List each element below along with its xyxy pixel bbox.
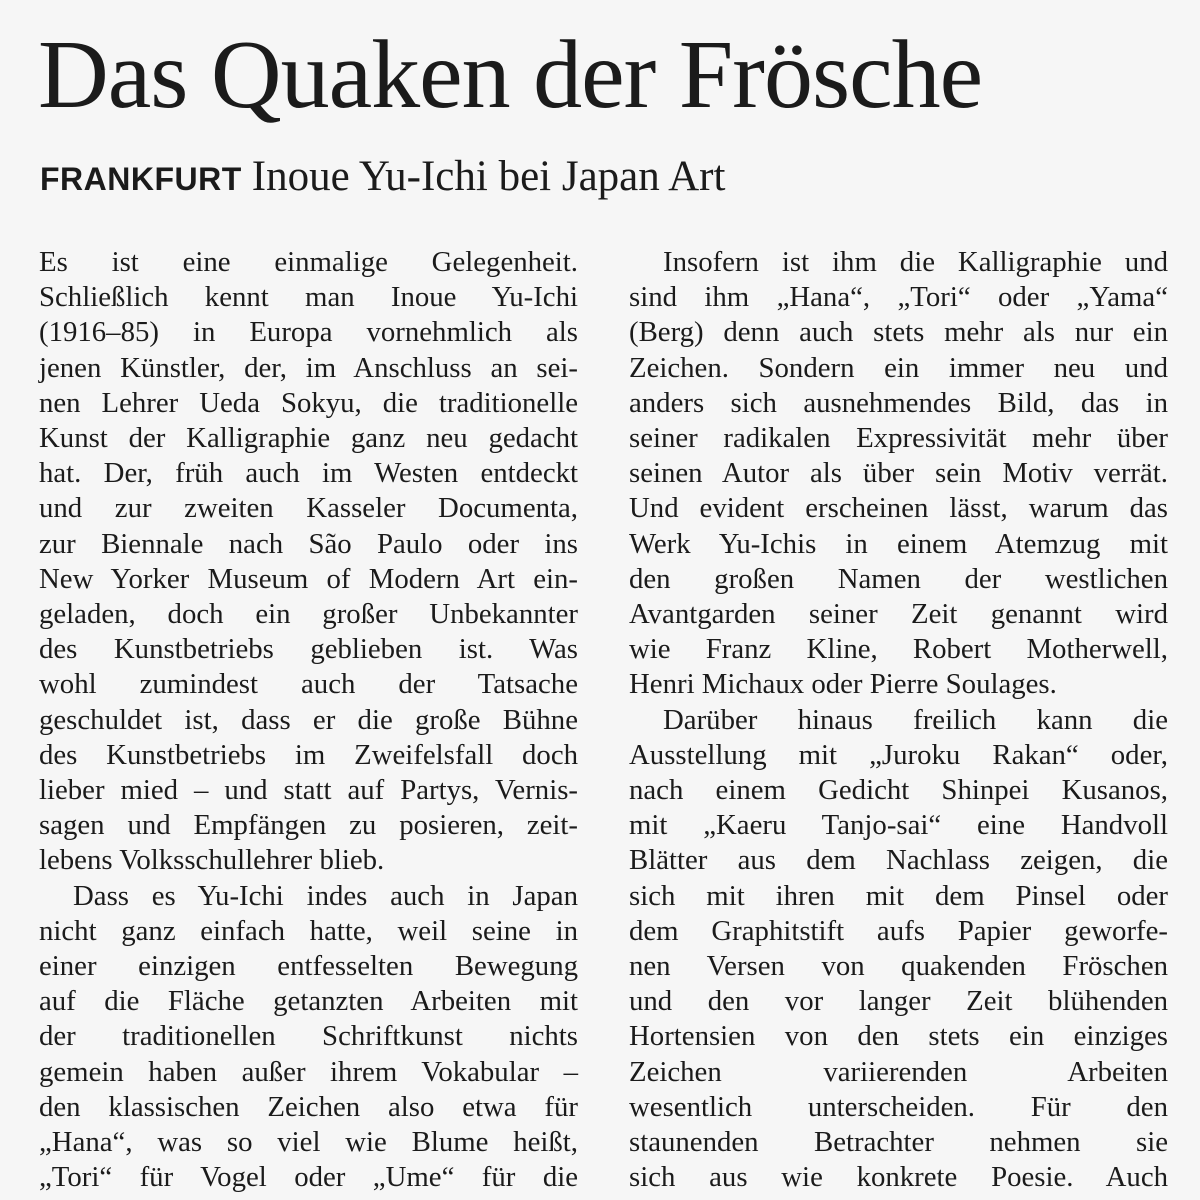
text-line: nen Versen von quakenden Fröschen [629, 950, 1168, 983]
text-line: Dass es Yu-Ichi indes auch in Japan [73, 879, 578, 912]
text-line: sind ihm „Hana“, „Tori“ oder „Yama“ [629, 281, 1168, 314]
text-line: staunenden Betrachter nehmen sie [629, 1126, 1168, 1159]
text-line: jenen Künstler, der, im Anschluss an sei- [39, 351, 578, 384]
text-line: anders sich ausnehmendes Bild, das in [629, 386, 1168, 419]
text-line: (Berg) denn auch stets mehr als nur ein [629, 316, 1168, 349]
subheadline: Inoue Yu-Ichi bei Japan Art [251, 153, 726, 200]
text-line: Darüber hinaus freilich kann die [663, 703, 1168, 736]
text-line: einer einzigen entfesselten Bewegung [39, 950, 578, 983]
text-line: „Tori“ für Vogel oder „Ume“ für die [39, 1161, 578, 1194]
text-line: Es ist eine einmalige Gelegenheit. [39, 246, 578, 278]
dateline: FRANKFURT [40, 161, 242, 197]
text-line: Ausstellung mit „Juroku Rakan“ oder, [629, 738, 1168, 771]
text-line: geladen, doch ein großer Unbekannter [39, 598, 578, 631]
text-line: „Hana“, was so viel wie Blume heißt, [39, 1126, 578, 1159]
text-line: sich mit ihren mit dem Pinsel oder [629, 879, 1168, 912]
text-line: nen Lehrer Ueda Sokyu, die traditionelle [39, 386, 578, 419]
text-line: Hortensien von den stets ein einziges [629, 1020, 1168, 1053]
text-line: der traditionellen Schriftkunst nichts [39, 1020, 578, 1053]
text-line: und zur zweiten Kasseler Documenta, [39, 492, 578, 525]
text-line: Schließlich kennt man Inoue Yu-Ichi [39, 281, 578, 314]
text-line: Blätter aus dem Nachlass zeigen, die [629, 844, 1168, 877]
text-line: seiner radikalen Expressivität mehr über [629, 422, 1168, 455]
text-line: gemein haben außer ihrem Vokabular – [39, 1055, 578, 1088]
text-line: wohl zumindest auch der Tatsache [39, 668, 578, 701]
text-line: (1916–85) in Europa vornehmlich als [39, 316, 578, 349]
text-line: Insofern ist ihm die Kalligraphie und [663, 246, 1168, 278]
text-line: dem Graphitstift aufs Papier geworfe- [629, 914, 1168, 947]
right-paragraph-2 [629, 703, 1168, 1196]
text-line: sich aus wie konkrete Poesie. Auch [629, 1161, 1168, 1194]
right-column [629, 245, 1168, 1195]
text-line: den klassischen Zeichen also etwa für [39, 1090, 578, 1123]
text-line: nicht ganz einfach hatte, weil seine in [39, 914, 578, 947]
text-line: seinen Autor als über sein Motiv verrät. [629, 457, 1168, 490]
text-line: Kunst der Kalligraphie ganz neu gedacht [39, 422, 578, 455]
text-line: wesentlich unterscheiden. Für den [629, 1090, 1168, 1123]
text-line: Zeichen variierenden Arbeiten [629, 1055, 1168, 1088]
text-line: des Kunstbetriebs im Zweifelsfall doch [39, 738, 578, 771]
text-line: zur Biennale nach São Paulo oder ins [39, 527, 578, 560]
text-line: geschuldet ist, dass er die große Bühne [39, 703, 578, 736]
text-line: auf die Fläche getanzten Arbeiten mit [39, 985, 578, 1018]
text-line: lieber mied – und statt auf Partys, Vernis- [39, 774, 578, 807]
text-line: hat. Der, früh auch im Westen entdeckt [39, 457, 578, 490]
text-line: Werk Yu-Ichis in einem Atemzug mit [629, 527, 1168, 560]
text-line: nach einem Gedicht Shinpei Kusanos, [629, 774, 1168, 807]
left-paragraph-1 [39, 245, 578, 879]
right-paragraph-1 [629, 245, 1168, 703]
text-line: wie Franz Kline, Robert Motherwell, [629, 633, 1168, 666]
text-line: Und evident erscheinen lässt, warum das [629, 492, 1168, 525]
text-line: den großen Namen der westlichen [629, 562, 1168, 595]
text-line: New Yorker Museum of Modern Art ein- [39, 562, 578, 595]
headline: Das Quaken der Frösche [38, 21, 983, 129]
text-line: Zeichen. Sondern ein immer neu und [629, 351, 1168, 384]
text-line: des Kunstbetriebs geblieben ist. Was [39, 633, 578, 666]
text-line: Avantgarden seiner Zeit genannt wird [629, 598, 1168, 631]
text-line: Henri Michaux oder Pierre Soulages. [629, 668, 1057, 701]
text-line: lebens Volksschullehrer blieb. [39, 844, 385, 877]
text-line: und den vor langer Zeit blühenden [629, 985, 1168, 1018]
left-column [39, 245, 578, 1195]
text-line: sagen und Empfängen zu posieren, zeit- [39, 809, 578, 842]
text-line: mit „Kaeru Tanjo-sai“ eine Handvoll [629, 809, 1168, 842]
left-paragraph-2 [39, 879, 578, 1196]
subheadline-row [40, 152, 725, 201]
